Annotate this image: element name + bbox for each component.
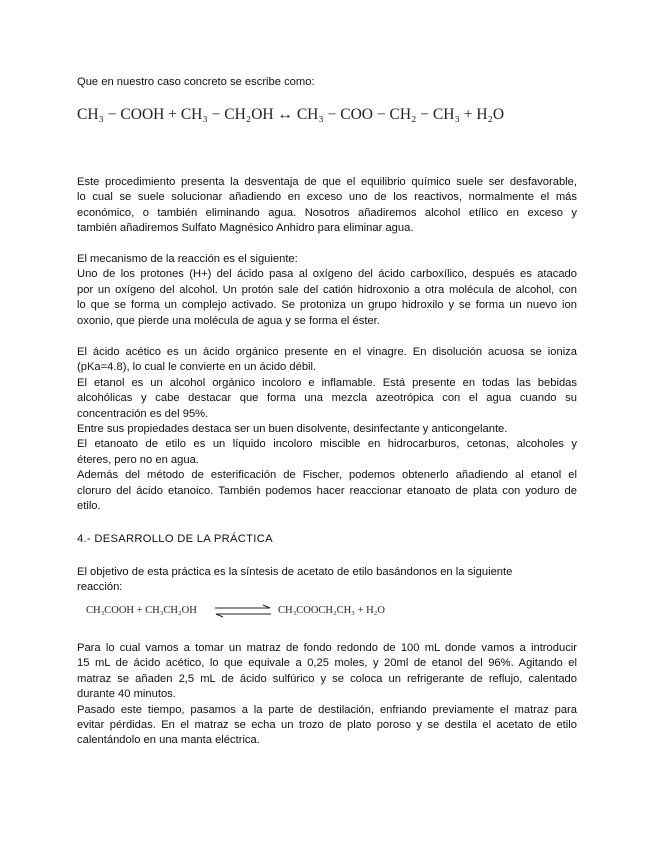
intro-text: Que en nuestro caso concreto se escribe como: <box>77 76 315 88</box>
text-line: económico, o también eliminando agua. Nosotros añadiremos alcohol etílico en exceso y <box>77 206 577 219</box>
paragraph-properties <box>77 345 577 514</box>
text-line: Pasado este tiempo, pasamos a la parte de destilación, enfriando previamente el matraz para <box>77 703 577 716</box>
synthesis-equation <box>86 601 416 623</box>
text-line: El etanoato de etilo es un líquido incoloro miscible en hidrocarburos, cetonas, alcoholes y <box>77 438 577 451</box>
esterification-equation: CH₃ − COOH + CH₃ − CH₂OH ↔ CH₃ − COO − CH₂ − CH₃ + H₂O <box>77 106 505 123</box>
text-line: Entre sus propiedades destaca ser un buen disolvente, desinfectante y anticongelante. <box>77 423 508 436</box>
text-line: Para lo cual vamos a tomar un matraz de fondo redondo de 100 mL donde vamos a introducir <box>77 642 577 654</box>
paragraph-mechanism <box>77 252 577 329</box>
text-line: alcohólicas y cabe destacar que forma una mezcla azeotrópica con el agua cuando su <box>77 392 577 405</box>
equilibrium-arrows-icon <box>214 603 272 619</box>
text-line: El mecanismo de la reacción es el siguiente: <box>77 253 298 265</box>
text-line: cloruro del ácido etanoico. También podemos hacer reaccionar etanoato de plata con yoduro de <box>77 484 577 497</box>
paragraph-equilibrium <box>77 175 577 237</box>
text-line: matraz se añaden 2,5 mL de ácido sulfúrico y se coloca un refrigerante de reflujo, calentado <box>77 672 577 685</box>
text-line: lo que se forma un complejo activado. Se protoniza un grupo hidroxilo y se forma un nuevo ion <box>77 299 577 312</box>
text-line: durante 40 minutos. <box>77 688 176 701</box>
text-line: El objetivo de esta práctica es la síntesis de acetato de etilo basándonos en la siguiente <box>77 566 513 578</box>
text-line: El ácido acético es un ácido orgánico presente en el vinagre. En disolución acuosa se ioniza <box>77 346 577 358</box>
text-line: calentándolo en una manta eléctrica. <box>77 734 260 747</box>
paragraph-objective <box>77 565 577 596</box>
text-line: El etanol es un alcohol orgánico incoloro e inflamable. Está presente en todas las bebidas <box>77 376 577 389</box>
text-line: Además del método de esterificación de Fischer, podemos obtenerlo añadiendo al etanol el <box>77 469 577 482</box>
text-line: también añadiremos Sulfato Magnésico Anhidro para eliminar agua. <box>77 222 414 235</box>
text-line: concentración es del 95%. <box>77 407 209 420</box>
text-line: (pKa=4.8), lo cual le convierte en un ácido débil. <box>77 361 317 374</box>
text-line: reacción: <box>77 581 123 594</box>
text-line: etilo. <box>77 500 101 513</box>
text-line: Este procedimiento presenta la desventaja de que el equilibrio químico suele ser desfavorable, <box>77 176 577 188</box>
text-line: oxonio, que pierde una molécula de agua y se forma el éster. <box>77 314 380 327</box>
text-line: éteres, pero no en agua. <box>77 453 199 466</box>
section-heading: 4.- DESARROLLO DE LA PRÁCTICA <box>77 533 273 545</box>
text-line: Uno de los protones (H+) del ácido pasa al oxígeno del ácido carboxílico, después es atacado <box>77 268 577 281</box>
text-line: lo cual se suele solucionar añadiendo en exceso uno de los reactivos, normalmente el más <box>77 191 577 204</box>
text-line: evitar pérdidas. En el matraz se echa un trozo de plato poroso y se destila el acetato de etilo <box>77 719 577 732</box>
equation-products: CH₃COOCH₂CH₃ + H₂O <box>278 605 385 616</box>
equation-reactants: CH₃COOH + CH₃CH₂OH <box>86 605 197 616</box>
paragraph-procedure <box>77 641 577 749</box>
text-line: por un oxígeno del alcohol. Un protón sale del catión hidroxonio a otra molécula de alcohol, con <box>77 283 577 296</box>
text-line: 15 mL de ácido acético, lo que equivale a 0,25 moles, y 20ml de etanol del 96%. Agitando el <box>77 657 577 670</box>
